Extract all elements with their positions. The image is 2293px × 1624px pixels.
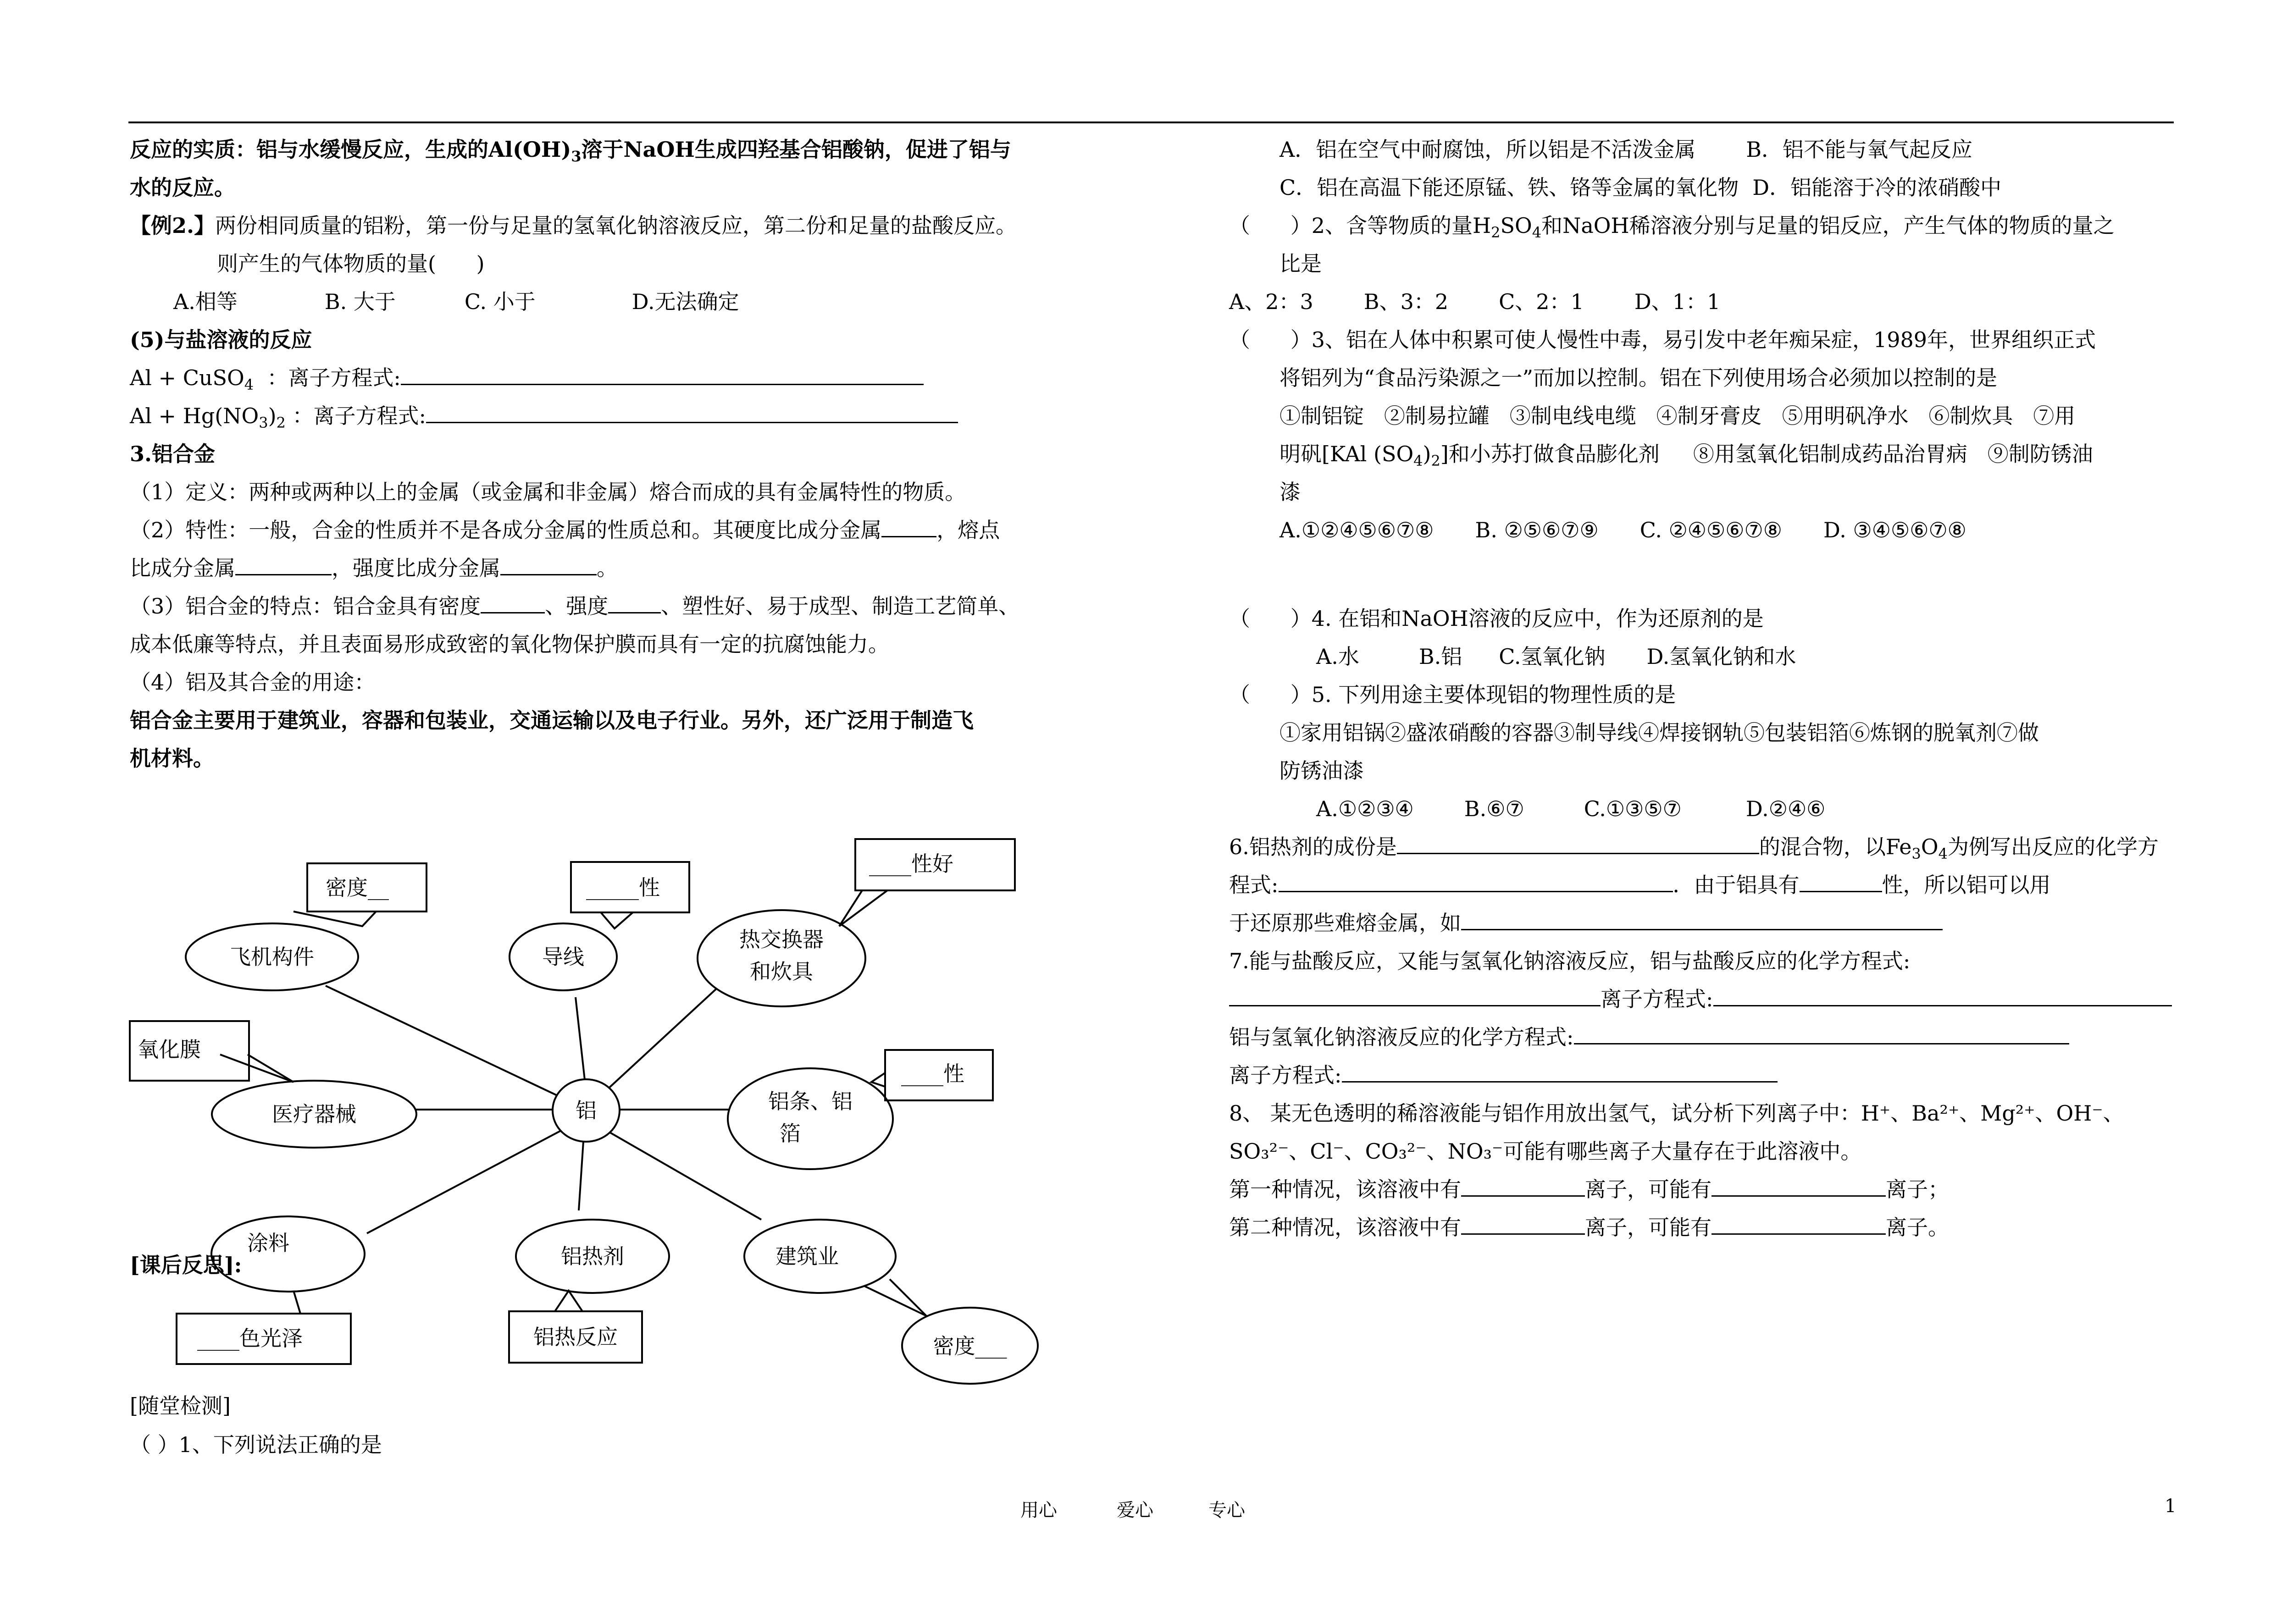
q1-option-row-2: C．铝在高温下能还原锰、铁、铬等金属的氧化物 D．铝能溶于冷的浓硝酸中 (1279, 175, 2002, 200)
use-line-1: 铝合金主要用于建筑业，容器和包装业，交通运输以及电子行业。另外，还广泛用于制造飞 (130, 708, 974, 733)
medical-note: 氧化膜 (138, 1037, 201, 1062)
quiz-question-2: （ ）2、含等物质的量$H_2SO_4$和NaOH稀溶液分别与足量的铝反应，产生气体的物质的量之 (1229, 213, 2115, 242)
heat-note: ____性好 (869, 851, 953, 876)
pointer-wire (601, 912, 633, 928)
answer-blank[interactable] (1574, 1022, 2069, 1044)
building-note: 密度___ (933, 1334, 1007, 1359)
spoke-paint (367, 1130, 562, 1233)
example-2-question: 则产生的气体物质的量( ) (217, 251, 485, 276)
answer-blank[interactable] (1711, 1174, 1886, 1197)
aircraft-note: 密度__ (326, 875, 389, 900)
q3-options: A.①②④⑤⑥⑦⑧ B. ②⑤⑥⑦⑨ C. ②④⑤⑥⑦⑧ D. ③④⑤⑥⑦⑧ (1279, 518, 1966, 542)
foil-note: ____性 (901, 1061, 964, 1086)
q5-line-2: ①家用铝锅②盛浓硝酸的容器③制导线④焊接钢轨⑤包装铝箔⑥炼钢的脱氧剂⑦做 (1279, 720, 2039, 745)
answer-blank[interactable] (1461, 908, 1943, 930)
question-7: 7.能与盐酸反应，又能与氢氧化钠溶液反应，铝与盐酸反应的化学方程式: (1229, 949, 1911, 973)
thermite-note: 铝热反应 (533, 1325, 618, 1349)
thermite-label: 铝热剂 (561, 1244, 624, 1269)
pointer-thermite (555, 1291, 582, 1311)
feature-line-1: （3）铝合金的特点：铝合金具有密度 、强度 、塑性好、易于成型、制造工艺简单、 (130, 587, 1111, 625)
footer-word-3: 专心 (1208, 1500, 1245, 1521)
use-heading: （4）铝及其合金的用途： (130, 670, 376, 695)
question-8-line-2: SO₃²⁻、Cl⁻、CO₃²⁻、NO₃⁻可能有哪些离子大量存在于此溶液中。 (1229, 1139, 1862, 1164)
medical-label: 医疗器械 (272, 1102, 356, 1127)
paint-label: 涂料 (247, 1231, 289, 1255)
question-6: 6.铝热剂的成份是 的混合物，以$Fe_3O_4$为例写出反应的化学方 (1229, 828, 2192, 866)
q1-option-row-1: A．铝在空气中耐腐蚀，所以铝是不活泼金属 B．铝不能与氧气起反应 (1279, 137, 1973, 162)
quiz-question-1: （ ）1、下列说法正确的是 (130, 1432, 382, 1457)
question-6-line-2: 程式: ．由于铝具有 性，所以铝可以用 (1229, 866, 2192, 904)
quiz-heading: [随堂检测] (130, 1393, 231, 1418)
question-6-line-3: 于还原那些难熔金属，如 (1229, 904, 2192, 942)
q3-line-4: 明矾[KAl $(SO_4)_2$]和小苏打做食品膨化剂 ⑧用氢氧化铝制成药品治胃病 ⑨制防锈油 (1279, 442, 2093, 470)
pointer-aircraft (294, 911, 376, 926)
foil-label-2: 箔 (780, 1121, 801, 1146)
example-2: 【例2.】两份相同质量的铝粉，第一份与足量的氢氧化钠溶液反应，第二份和足量的盐酸反应。 (130, 213, 1017, 238)
property-line-2: 比成分金属 ，强度比成分金属 。 (130, 549, 1111, 587)
spoke-building (610, 1132, 761, 1220)
building-label: 建筑业 (775, 1244, 839, 1269)
use-line-2: 机材料。 (130, 746, 214, 771)
page-number: 1 (2165, 1496, 2177, 1517)
spoke-wire (576, 997, 585, 1080)
footer-word-2: 爱心 (1117, 1500, 1153, 1521)
reflection-heading: [课后反思]: (130, 1253, 242, 1277)
definition-line: （1）定义：两种或两种以上的金属（或金属和非金属）熔合而成的具有金属特性的物质。 (130, 480, 966, 504)
foil-label-1: 铝条、铝 (768, 1089, 853, 1114)
quiz-question-4: （ ）4. 在铝和NaOH溶液的反应中，作为还原剂的是 (1229, 606, 1764, 631)
essence-line: 反应的实质：铝与水缓慢反应，生成的$Al(OH)_3$溶于NaOH生成四羟基合铝酸钠，促进了铝与 (130, 137, 1011, 166)
question-7-line-4: 离子方程式: (1229, 1056, 2192, 1094)
question-8: 8、 某无色透明的稀溶液能与铝作用放出氢气，试分析下列离子中：H⁺、Ba²⁺、Mg²⁺、OH⁻、 (1229, 1101, 2124, 1126)
heat-label-2: 和炊具 (750, 959, 813, 984)
section-3-heading: 3.铝合金 (130, 442, 216, 466)
q5-options: A.①②③④ B.⑥⑦ C.①③⑤⑦ D.②④⑥ (1316, 796, 1826, 821)
pointer-foil (871, 1073, 885, 1087)
q3-line-3: ①制铝锭 ②制易拉罐 ③制电线电缆 ④制牙膏皮 ⑤用明矾净水 ⑥制炊具 ⑦用 (1279, 403, 2076, 428)
center-label: 铝 (576, 1098, 597, 1123)
right-column (1229, 131, 2192, 1247)
property-line-1: （2）特性：一般，合金的性质并不是各成分金属的性质总和。其硬度比成分金属 ，熔点 (130, 511, 1111, 549)
answer-blank[interactable] (1711, 1212, 1886, 1235)
wire-label: 导线 (542, 945, 584, 969)
quiz-question-5: （ ）5. 下列用途主要体现铝的物理性质的是 (1229, 682, 1676, 707)
answer-blank[interactable] (1229, 984, 1601, 1006)
q2-options: A、2：3 B、3：2 C、2：1 D、1：1 (1229, 289, 1721, 314)
feature-line-2: 成本低廉等特点，并且表面易形成致密的氧化物保护膜而具有一定的抗腐蚀能力。 (130, 632, 889, 657)
quiz-question-2-line-2: 比是 (1279, 251, 1322, 276)
spoke-thermite (579, 1142, 583, 1210)
answer-blank[interactable] (1397, 832, 1759, 854)
pointer-heat (839, 890, 887, 926)
aircraft-label: 飞机构件 (230, 945, 314, 969)
reaction-1: Al + CuSO$_4$ ：离子方程式: (130, 359, 1111, 397)
quiz-question-3: （ ）3、铝在人体中积累可使人慢性中毒，易引发中老年痴呆症，1989年，世界组织正式 (1229, 327, 2096, 352)
answer-blank[interactable] (1342, 1060, 1778, 1083)
case-1-line: 第一种情况，该溶液中有 离子，可能有 离子； (1229, 1171, 2192, 1209)
answer-blank[interactable] (1461, 1174, 1585, 1197)
q5-line-3: 防锈油漆 (1279, 758, 1364, 783)
node-foil (728, 1068, 893, 1169)
section-5-heading: (5)与盐溶液的反应 (130, 327, 312, 352)
answer-blank[interactable] (1713, 984, 2172, 1006)
pointer-building (864, 1279, 926, 1316)
reaction-2: $Al + Hg(NO_3)_2$ ：离子方程式: (130, 397, 1111, 435)
answer-blank[interactable] (1461, 1212, 1585, 1235)
q3-line-2: 将铝列为“食品污染源之一”而加以控制。铝在下列使用场合必须加以控制的是 (1279, 365, 1998, 390)
question-7-line-3: 铝与氢氧化钠溶液反应的化学方程式: (1229, 1018, 2192, 1056)
paint-note: ____色光泽 (197, 1326, 303, 1351)
example-2-options: A.相等 B. 大于 C. 小于 D.无法确定 (173, 289, 739, 314)
essence-line-2: 水的反应。 (130, 175, 235, 200)
q3-line-5: 漆 (1279, 480, 1301, 504)
pointer-paint (294, 1291, 316, 1314)
answer-blank[interactable] (1279, 870, 1673, 892)
spoke-heat (605, 981, 725, 1091)
wire-note: _____性 (586, 875, 660, 900)
q4-options: A.水 B.铝 C.氢氧化钠 D.氢氧化钠和水 (1316, 644, 1796, 669)
heat-label-1: 热交换器 (739, 927, 824, 952)
pointer-medical (220, 1055, 294, 1082)
case-2-line: 第二种情况，该溶液中有 离子，可能有 离子。 (1229, 1209, 2192, 1247)
question-7-line-2: 离子方程式: (1229, 980, 2192, 1018)
answer-blank[interactable] (1800, 870, 1882, 892)
footer-word-1: 用心 (1020, 1500, 1057, 1521)
